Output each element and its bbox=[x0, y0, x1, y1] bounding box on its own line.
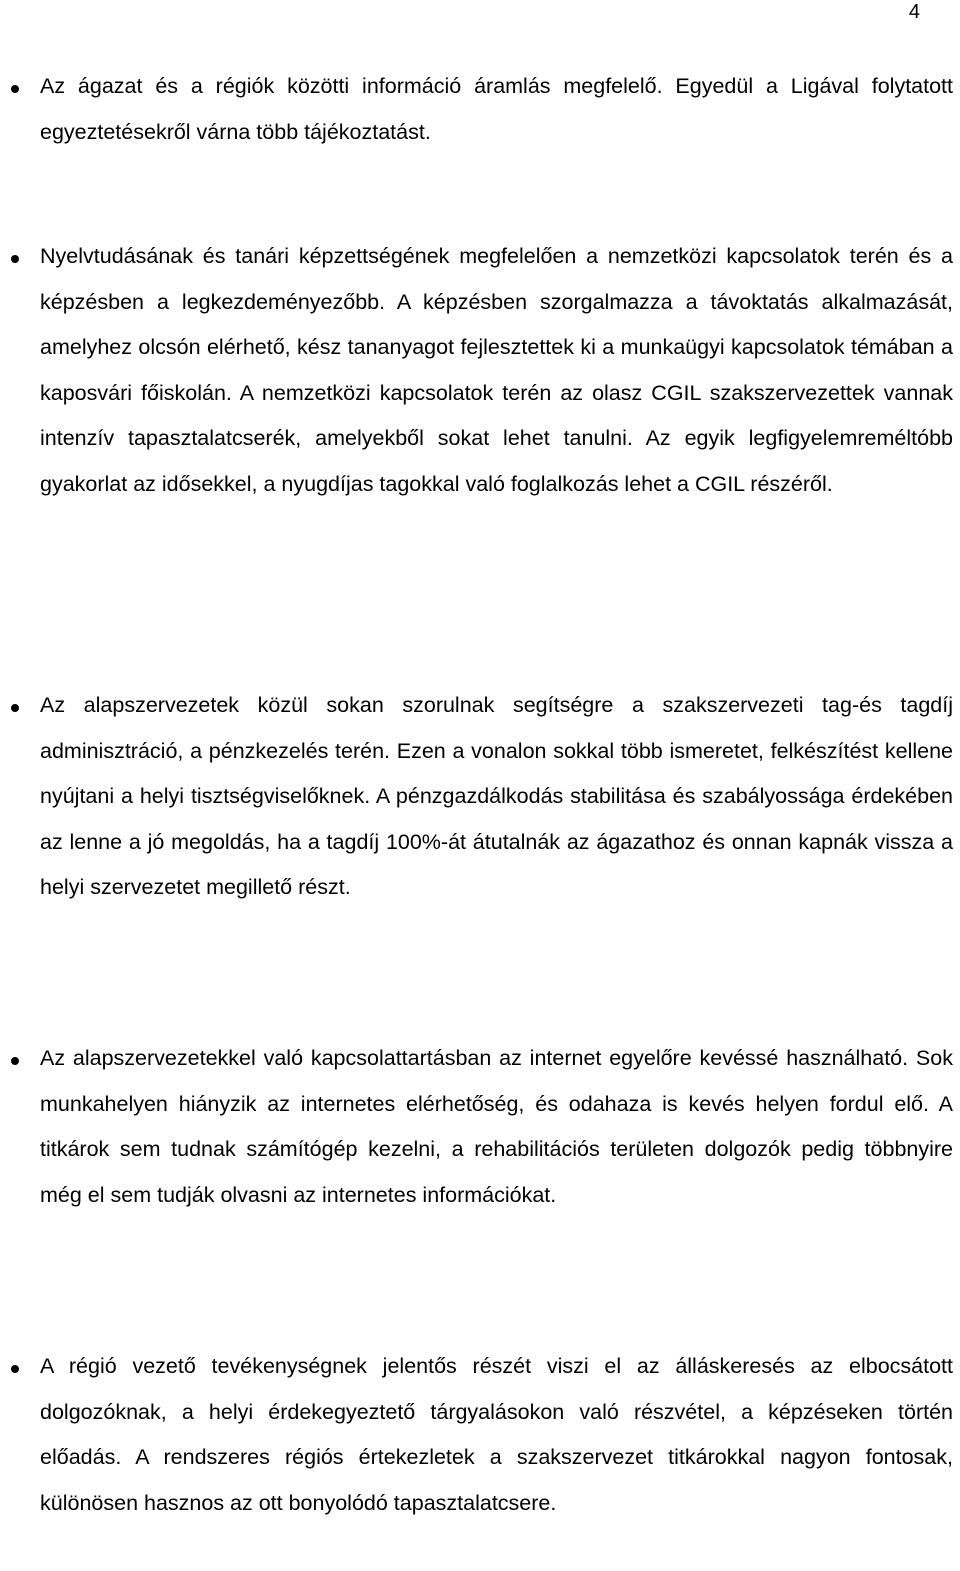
bullet-dot-icon bbox=[11, 1365, 19, 1373]
bullet-dot-icon bbox=[11, 85, 19, 93]
page-number: 4 bbox=[908, 1, 920, 23]
bullet-text: Az ágazat és a régiók közötti információ áramlás megfelelő. Egyedül a Ligával folytatott egyeztetésekről várna több tájékoztatást. bbox=[40, 74, 953, 144]
bullet-text: Az alapszervezetek közül sokan szorulnak segítségre a szakszervezeti tag-és tagdíj adminisztráció, a pénzkezelés terén. Ezen a vonalon sokkal több ismeretet, felkészítést kellene nyújtani a helyi tisztségviselőknek. A pénzgazdálkodás stabilitása és szabályossága érdekében az lenne a jó megoldás, ha a tagdíj 100%-át átutalnák az ágazathoz és onnan kapnák vissza a helyi szervezetet megillető részt. bbox=[40, 693, 953, 899]
bullet-text: Az alapszervezetekkel való kapcsolattartásban az internet egyelőre kevéssé használható. Sok munkahelyen hiányzik az internetes elérhetőség, és odahaza is kevés helyen fordul elő. A titkárok sem tudnak számítógép kezelni, a rehabilitációs területen dolgozók pedig többnyire még el sem tudják olvasni az internetes információkat. bbox=[40, 1046, 953, 1207]
bullet-dot-icon bbox=[11, 255, 19, 263]
bullet-dot-icon bbox=[11, 1057, 19, 1065]
bullet-dot-icon bbox=[11, 704, 19, 712]
bullet-text: Nyelvtudásának és tanári képzettségének megfelelően a nemzetközi kapcsolatok terén és a képzésben a legkezdeményezőbb. A képzésben szorgalmazza a távoktatás alkalmazását, amelyhez olcsón elérhető, kész tananyagot fejlesztettek ki a munkaügyi kapcsolatok témában a kaposvári főiskolán. A nemzetközi kapcsolatok terén az olasz CGIL szakszervezettek vannak intenzív tapasztalatcserék, amelyekből sokat lehet tanulni. Az egyik legfigyelemreméltóbb gyakorlat az idősekkel, a nyugdíjas tagokkal való foglalkozás lehet a CGIL részéről. bbox=[40, 244, 953, 496]
bullet-text: A régió vezető tevékenységnek jelentős részét viszi el az álláskeresés az elbocsátott dolgozóknak, a helyi érdekegyeztető tárgyalásokon való részvétel, a képzéseken történ előadás. A rendszeres régiós értekezletek a szakszervezet titkárokkal nagyon fontosak, különösen hasznos az ott bonyolódó tapasztalatcsere. bbox=[40, 1354, 953, 1515]
